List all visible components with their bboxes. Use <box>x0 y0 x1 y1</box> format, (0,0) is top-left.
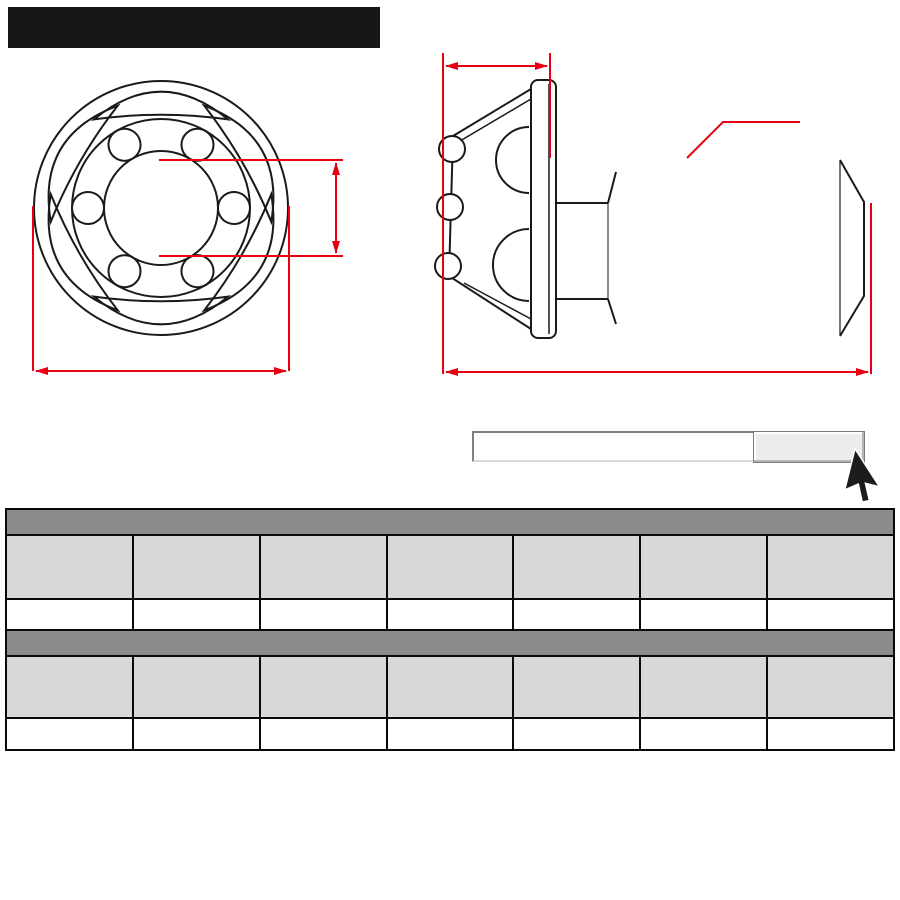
size-value <box>387 718 514 750</box>
color-section-header-row <box>6 509 894 535</box>
size-section-header <box>6 630 894 656</box>
size-value <box>260 718 387 750</box>
part-number <box>387 599 514 630</box>
color-name-black <box>767 535 894 599</box>
color-name-silver <box>6 535 133 599</box>
store-search-input[interactable] <box>472 431 755 462</box>
size-label-a <box>640 656 767 718</box>
color-name-gold <box>387 535 514 599</box>
size-label-k <box>513 656 640 718</box>
spec-table <box>5 508 895 751</box>
color-name-blue <box>260 535 387 599</box>
color-section-header <box>6 509 894 535</box>
size-value <box>640 718 767 750</box>
size-value <box>133 718 260 750</box>
size-label-d <box>6 656 133 718</box>
size-value <box>767 718 894 750</box>
part-number-row <box>6 599 894 630</box>
part-number <box>260 599 387 630</box>
size-label-p <box>133 656 260 718</box>
size-value <box>513 718 640 750</box>
part-number <box>513 599 640 630</box>
size-label-dk <box>387 656 514 718</box>
bolt-head-front-view <box>27 81 295 335</box>
part-number <box>6 599 133 630</box>
size-value <box>6 718 133 750</box>
color-name-row <box>6 535 894 599</box>
part-number <box>640 599 767 630</box>
size-label-row <box>6 656 894 718</box>
size-value-row <box>6 718 894 750</box>
size-label-g <box>767 656 894 718</box>
color-name-green <box>133 535 260 599</box>
bolt-side-view <box>435 80 864 338</box>
size-label-l <box>260 656 387 718</box>
color-name-dark <box>640 535 767 599</box>
part-number <box>133 599 260 630</box>
color-name-light <box>513 535 640 599</box>
size-section-header-row <box>6 630 894 656</box>
part-number <box>767 599 894 630</box>
mouse-cursor-icon <box>845 446 900 504</box>
bolt-technical-drawing <box>0 0 900 430</box>
